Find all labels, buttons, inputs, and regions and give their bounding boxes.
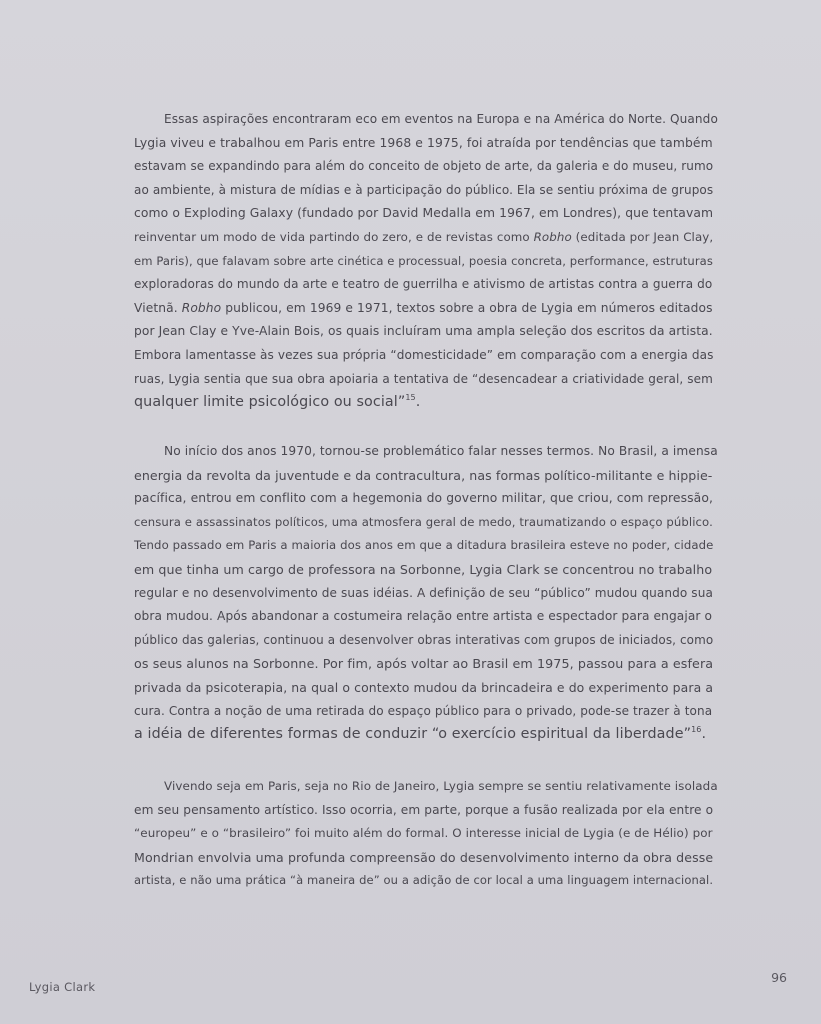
text-line: Mondrian envolvia uma profunda compreensão do desenvolvimento interno da obra desse [134,849,714,865]
page-number: 96 [771,970,787,985]
text-line: ruas, Lygia sentia que sua obra apoiaria a tentativa de “desencadear a criatividade geral, sem [134,371,713,386]
text-line: Vivendo seja em Paris, seja no Rio de Janeiro, Lygia sempre se sentiu relativamente isolada [164,779,718,793]
text-line: ao ambiente, à mistura de mídias e à participação do público. Ela se sentiu próxima de grupos [134,182,714,197]
text-line: privada da psicoterapia, na qual o contexto mudou da brincadeira e do experimento para a [134,679,714,695]
text-line: como o Exploding Galaxy (fundado por David Medalla em 1967, em Londres), que tentavam [134,206,714,221]
text-line: público das galerias, continuou a desenvolver obras interativas com grupos de iniciados, como [134,632,714,647]
text-line: Lygia viveu e trabalhou em Paris entre 1968 e 1975, foi atraída por tendências que também [134,135,713,150]
text-line: pacífica, entrou em conflito com a hegemonia do governo militar, que criou, com repressão, [134,491,714,506]
text-line: “europeu” e o “brasileiro” foi muito além do formal. O interesse inicial de Lygia (e de Hélio) por [134,826,713,841]
text-line [134,226,712,250]
text-line: em Paris), que falavam sobre arte cinética e processual, poesia concreta, performance, estruturas [134,253,713,268]
text-segment: . [415,394,421,411]
footnote-ref: 16 [691,725,702,735]
text-line: exploradoras do mundo da arte e teatro de guerrilha e ativismo de artistas contra a guerra do [134,277,713,292]
text-line: em seu pensamento artístico. Isso ocorria, em parte, porque a fusão realizada por ela entre o [134,802,714,817]
text-line: cura. Contra a noção de uma retirada do espaço público para o privado, pode-se trazer à tona [134,703,713,718]
text-line: Essas aspirações encontraram eco em eventos na Europa e na América do Norte. Quando [164,112,718,126]
running-footer-author: Lygia Clark [29,980,96,994]
text-line [134,391,712,415]
text-line: estavam se expandindo para além do conceito de objeto de arte, da galeria e do museu, rumo [134,159,714,174]
journal-title-robho: Robho [181,300,222,315]
text-line: censura e assassinatos políticos, uma atmosfera geral de medo, traumatizando o espaço público. [134,514,713,529]
text-segment: Vietnã. [134,300,182,315]
text-line: artista, e não uma prática “à maneira de” ou a adição de cor local a uma linguagem internacional. [134,873,714,888]
text-segment: a idéia de diferentes formas de conduzir “o exercício espiritual da liberdade” [134,726,692,743]
text-segment: . [701,726,707,743]
text-line: regular e no desenvolvimento de suas idéias. A definição de seu “público” mudou quando sua [134,585,713,600]
text-line [134,723,712,747]
text-segment: reinventar um modo de vida partindo do zero, e de revistas como [134,229,534,244]
journal-title-robho: Robho [533,229,572,244]
text-line: energia da revolta da juventude e da contracultura, nas formas político-militante e hippie- [134,467,713,483]
text-segment: (editada por Jean Clay, [571,229,714,244]
text-line: Embora lamentasse às vezes sua própria “domesticidade” em comparação com a energia das [134,347,714,362]
text-line: em que tinha um cargo de professora na Sorbonne, Lygia Clark se concentrou no trabalho [134,561,713,577]
paragraph-2 [134,440,718,747]
text-line: por Jean Clay e Yve-Alain Bois, os quais incluíram uma ampla seleção dos escritos da artista. [134,324,713,339]
text-line: os seus alunos na Sorbonne. Por fim, após voltar ao Brasil em 1975, passou para a esfera [134,656,714,672]
text-line: No início dos anos 1970, tornou-se problemático falar nesses termos. No Brasil, a imensa [164,444,718,458]
text-line: Tendo passado em Paris a maioria dos anos em que a ditadura brasileira esteve no poder, cidade [134,538,714,553]
text-segment: publicou, em 1969 e 1971, textos sobre a obra de Lygia em números editados [221,300,713,315]
paragraph-3 [134,775,718,893]
text-line: obra mudou. Após abandonar a costumeira relação entre artista e espectador para engajar o [134,609,713,624]
footnote-ref: 15 [405,393,416,403]
text-line [134,297,712,321]
paragraph-1 [134,108,718,415]
text-segment: qualquer limite psicológico ou social” [134,394,406,411]
